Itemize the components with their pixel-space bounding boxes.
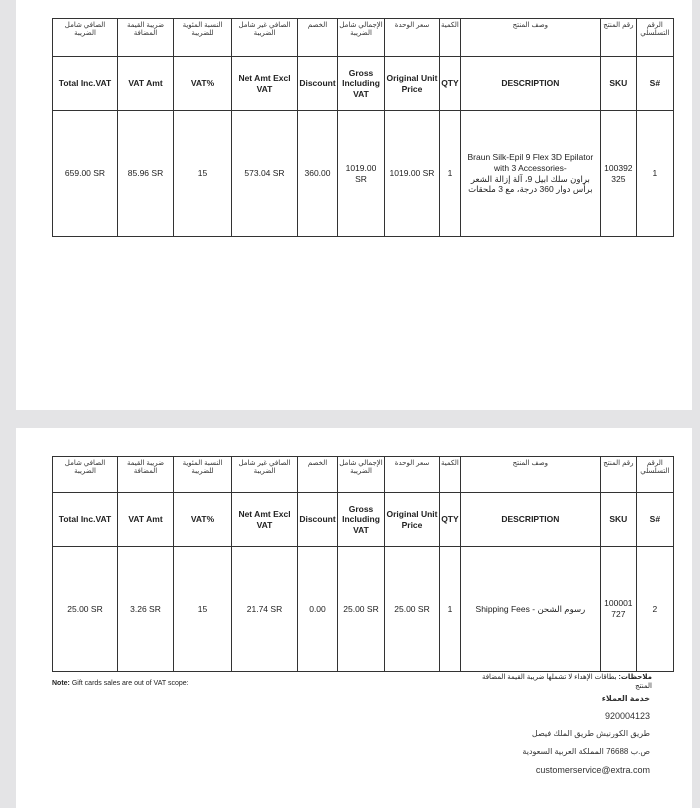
note-ar-label: ملاحظات:	[618, 674, 652, 681]
header-discount-en: Discount	[298, 57, 338, 111]
header-net-ar: الصافي غير شامل الضريبة	[232, 457, 298, 493]
header-sku-ar: رقم المنتج	[600, 19, 636, 57]
customer-service-street: طريق الكورنيش طريق الملك فيصل	[531, 729, 650, 738]
header-gross-ar: الإجمالي شامل الضريبة	[338, 457, 385, 493]
note-text: Gift cards sales are out of VAT scope:	[71, 680, 189, 687]
item-unit-price: 25.00 SR	[385, 547, 440, 672]
header-vat-pct-ar: النسبة المئوية للضريبة	[174, 19, 232, 57]
header-unit-price-ar: سعر الوحدة	[385, 457, 440, 493]
header-unit-price-en: Original Unit Price	[385, 493, 440, 547]
item-description	[460, 111, 600, 237]
note-ar-text: بطاقات الإهداء لا تشملها ضريبة القيمة المضافة	[481, 674, 617, 681]
header-sku-en: SKU	[600, 57, 636, 111]
header-net-ar: الصافي غير شامل الضريبة	[232, 19, 298, 57]
invoice-page-1	[16, 0, 692, 410]
header-vat-amt-ar: ضريبة القيمة المضافة	[118, 19, 174, 57]
header-vat-amt-en: VAT Amt	[118, 493, 174, 547]
header-description-en: DESCRIPTION	[460, 57, 600, 111]
header-vat-pct-en: VAT%	[174, 493, 232, 547]
header-description-ar: وصف المنتج	[460, 19, 600, 57]
item-description-en: Shipping Fees -	[475, 603, 536, 614]
header-gross-en: Gross Including VAT	[338, 493, 385, 547]
invoice-table-1	[52, 18, 674, 237]
item-net: 573.04 SR	[232, 111, 298, 237]
item-qty: 1	[440, 111, 461, 237]
header-discount-ar: الخصم	[298, 457, 338, 493]
table-row	[53, 547, 674, 672]
header-description-en: DESCRIPTION	[460, 493, 600, 547]
header-vat-amt-en: VAT Amt	[118, 57, 174, 111]
item-sku: 100392325	[600, 111, 636, 237]
table-row	[53, 111, 674, 237]
header-sku-ar: رقم المنتج	[600, 457, 636, 493]
header-row-english	[53, 57, 674, 111]
header-qty-ar: الكمية	[440, 19, 461, 57]
header-serial-en: S#	[636, 57, 673, 111]
header-total-ar: الصافي شامل الضريبة	[53, 457, 118, 493]
note-arabic	[482, 674, 652, 692]
item-description-ar: براون سلك ابيل 9، آلة إزالة الشعر برأس دوار 360 درجة، مع 3 ملحقات	[468, 173, 593, 195]
header-vat-pct-en: VAT%	[174, 57, 232, 111]
header-vat-pct-ar: النسبة المئوية للضريبة	[174, 457, 232, 493]
item-sku: 100001727	[600, 547, 636, 672]
header-discount-ar: الخصم	[298, 19, 338, 57]
header-description-ar: وصف المنتج	[460, 457, 600, 493]
header-net-en: Net Amt Excl VAT	[232, 493, 298, 547]
note-english	[52, 680, 189, 687]
customer-service-title: خدمة العملاء	[601, 694, 650, 703]
invoice-table-2	[52, 456, 674, 672]
header-gross-en: Gross Including VAT	[338, 57, 385, 111]
item-serial: 2	[636, 547, 673, 672]
customer-service-phone: 920004123	[604, 711, 650, 721]
header-total-en: Total Inc.VAT	[53, 493, 118, 547]
item-discount: 360.00	[298, 111, 338, 237]
header-row-english	[53, 493, 674, 547]
item-total: 659.00 SR	[53, 111, 118, 237]
item-discount: 0.00	[298, 547, 338, 672]
header-serial-en: S#	[636, 493, 673, 547]
customer-service-pobox: ص.ب 76688 المملكة العربية السعودية	[522, 747, 650, 756]
item-total: 25.00 SR	[53, 547, 118, 672]
item-vat-amt: 85.96 SR	[118, 111, 174, 237]
item-description-ar: رسوم الشحن	[537, 603, 586, 614]
header-net-en: Net Amt Excl VAT	[232, 57, 298, 111]
header-serial-ar: الرقم التسلسلي	[636, 19, 673, 57]
header-sku-en: SKU	[600, 493, 636, 547]
note-label: Note:	[52, 680, 70, 687]
header-qty-ar: الكمية	[440, 457, 461, 493]
header-unit-price-ar: سعر الوحدة	[385, 19, 440, 57]
item-vat-amt: 3.26 SR	[118, 547, 174, 672]
item-net: 21.74 SR	[232, 547, 298, 672]
header-qty-en: QTY	[440, 493, 461, 547]
item-gross: 1019.00 SR	[338, 111, 385, 237]
item-gross: 25.00 SR	[338, 547, 385, 672]
header-qty-en: QTY	[440, 57, 461, 111]
header-gross-ar: الإجمالي شامل الضريبة	[338, 19, 385, 57]
header-vat-amt-ar: ضريبة القيمة المضافة	[118, 457, 174, 493]
item-vat-pct: 15	[174, 547, 232, 672]
header-total-en: Total Inc.VAT	[53, 57, 118, 111]
note-ar-line2: المنتج	[635, 682, 652, 690]
item-description	[460, 547, 600, 672]
header-serial-ar: الرقم التسلسلي	[636, 457, 673, 493]
item-qty: 1	[440, 547, 461, 672]
item-vat-pct: 15	[174, 111, 232, 237]
header-unit-price-en: Original Unit Price	[385, 57, 440, 111]
item-serial: 1	[636, 111, 673, 237]
header-row-arabic	[53, 19, 674, 57]
item-description-en: Braun Silk-Epil 9 Flex 3D Epilator with 3 Accessories-	[467, 152, 594, 173]
invoice-page-2	[16, 428, 692, 808]
customer-service-email: customerservice@extra.com	[535, 765, 650, 775]
header-total-ar: الصافي شامل الضريبة	[53, 19, 118, 57]
header-discount-en: Discount	[298, 493, 338, 547]
header-row-arabic	[53, 457, 674, 493]
item-unit-price: 1019.00 SR	[385, 111, 440, 237]
